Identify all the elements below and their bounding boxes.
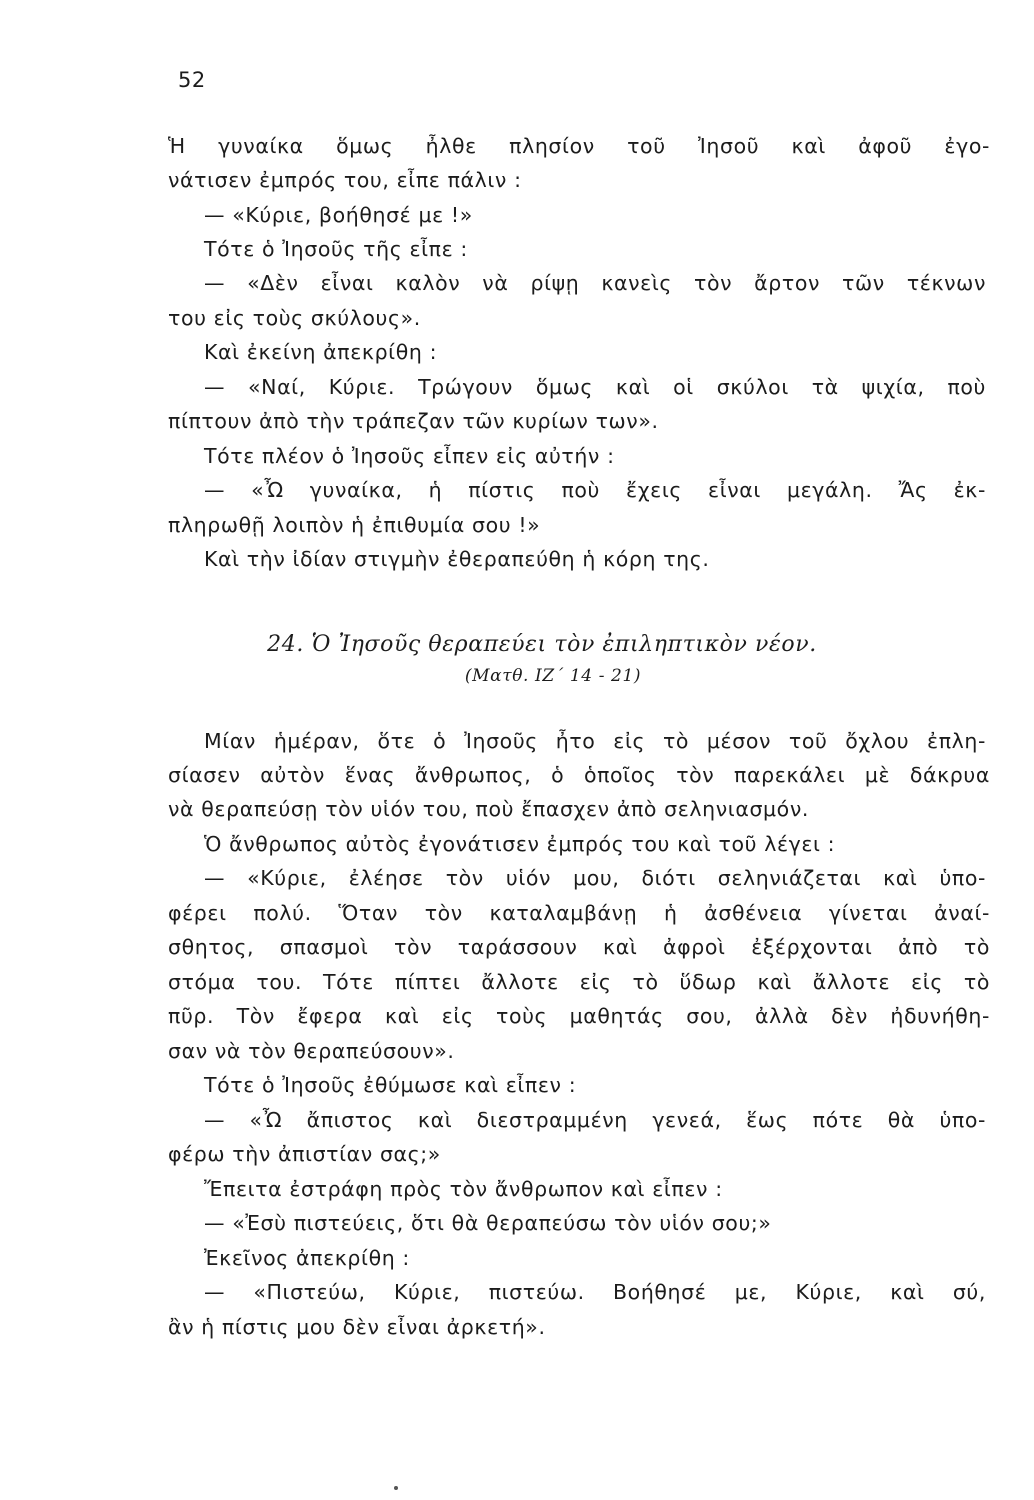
text-line: Καὶ ἐκείνη ἀπεκρίθη : bbox=[204, 340, 438, 364]
text-line: πληρωθῇ λοιπὸν ἡ ἐπιθυμία σου !» bbox=[168, 513, 541, 537]
text-line: νὰ θεραπεύσῃ τὸν υἱόν του, ποὺ ἔπασχεν ἀπὸ σεληνιασμόν. bbox=[168, 797, 809, 821]
text-line: — «Ὦ ἄπιστος καὶ διεστραμμένη γενεά, ἕως πότε θὰ ὑπο- bbox=[204, 1108, 986, 1132]
text-line: φέρει πολύ. Ὅταν τὸν καταλαμβάνῃ ἡ ἀσθένεια γίνεται ἀναί- bbox=[168, 901, 990, 925]
text-line: Μίαν ἡμέραν, ὅτε ὁ Ἰησοῦς ἦτο εἰς τὸ μέσον τοῦ ὄχλου ἐπλη- bbox=[204, 729, 986, 753]
text-line: ἂν ἡ πίστις μου δὲν εἶναι ἀρκετή». bbox=[168, 1315, 546, 1339]
text-line: Τότε πλέον ὁ Ἰησοῦς εἶπεν εἰς αὐτήν : bbox=[204, 444, 615, 468]
text-line: του εἰς τοὺς σκύλους». bbox=[168, 306, 421, 330]
text-line: Τότε ὁ Ἰησοῦς ἐθύμωσε καὶ εἶπεν : bbox=[204, 1073, 577, 1097]
text-line: — «Ναί, Κύριε. Τρώγουν ὅμως καὶ οἱ σκύλοι τὰ ψιχία, ποὺ bbox=[204, 375, 986, 399]
text-line: νάτισεν ἐμπρός του, εἶπε πάλιν : bbox=[168, 168, 522, 192]
text-line: Τότε ὁ Ἰησοῦς τῆς εἶπε : bbox=[204, 237, 468, 261]
text-line: Ἡ γυναίκα ὅμως ἦλθε πλησίον τοῦ Ἰησοῦ καὶ ἀφοῦ ἐγο- bbox=[168, 134, 990, 158]
text-line: — «Ἐσὺ πιστεύεις, ὅτι θὰ θεραπεύσω τὸν υἱόν σου;» bbox=[204, 1211, 772, 1235]
text-line: πίπτουν ἀπὸ τὴν τράπεζαν τῶν κυρίων των». bbox=[168, 409, 659, 433]
text-line: στόμα του. Τότε πίπτει ἄλλοτε εἰς τὸ ὕδωρ καὶ ἄλλοτε εἰς τὸ bbox=[168, 970, 990, 994]
text-line: — «Κύριε, ἐλέησε τὸν υἱόν μου, διότι σεληνιάζεται καὶ ὑπο- bbox=[204, 866, 986, 890]
text-line: σίασεν αὐτὸν ἕνας ἄνθρωπος, ὁ ὁποῖος τὸν παρεκάλει μὲ δάκρυα bbox=[168, 763, 990, 787]
text-line: σαν νὰ τὸν θεραπεύσουν». bbox=[168, 1039, 455, 1063]
text-line: — «Κύριε, βοήθησέ με !» bbox=[204, 203, 473, 227]
section-reference: (Ματθ. ΙΖ΄ 14 - 21) bbox=[464, 666, 642, 686]
text-line: Ὁ ἄνθρωπος αὐτὸς ἐγονάτισεν ἐμπρός του καὶ τοῦ λέγει : bbox=[204, 832, 836, 856]
page-number: 52 bbox=[178, 68, 206, 92]
text-line: σθητος, σπασμοὶ τὸν ταράσσουν καὶ ἀφροὶ ἐξέρχονται ἀπὸ τὸ bbox=[168, 935, 990, 959]
print-speck bbox=[394, 1486, 398, 1490]
text-line: φέρω τὴν ἀπιστίαν σας;» bbox=[168, 1142, 441, 1166]
text-line: Καὶ τὴν ἰδίαν στιγμὴν ἐθεραπεύθη ἡ κόρη της. bbox=[204, 547, 710, 571]
text-line: πῦρ. Τὸν ἔφερα καὶ εἰς τοὺς μαθητάς σου, ἀλλὰ δὲν ἠδυνήθη- bbox=[168, 1004, 990, 1028]
text-line: Ἔπειτα ἐστράφη πρὸς τὸν ἄνθρωπον καὶ εἶπεν : bbox=[204, 1177, 723, 1201]
section-heading: 24. Ὁ Ἰησοῦς θεραπεύει τὸν ἐπιληπτικὸν νέον. bbox=[267, 632, 817, 657]
text-line: — «Δὲν εἶναι καλὸν νὰ ρίψῃ κανεὶς τὸν ἄρτον τῶν τέκνων bbox=[204, 271, 986, 295]
text-line: Ἐκεῖνος ἀπεκρίθη : bbox=[204, 1246, 410, 1270]
text-line: — «Ὦ γυναίκα, ἡ πίστις ποὺ ἔχεις εἶναι μεγάλη. Ἄς ἐκ- bbox=[204, 478, 986, 502]
text-line: — «Πιστεύω, Κύριε, πιστεύω. Βοήθησέ με, Κύριε, καὶ σύ, bbox=[204, 1280, 986, 1304]
